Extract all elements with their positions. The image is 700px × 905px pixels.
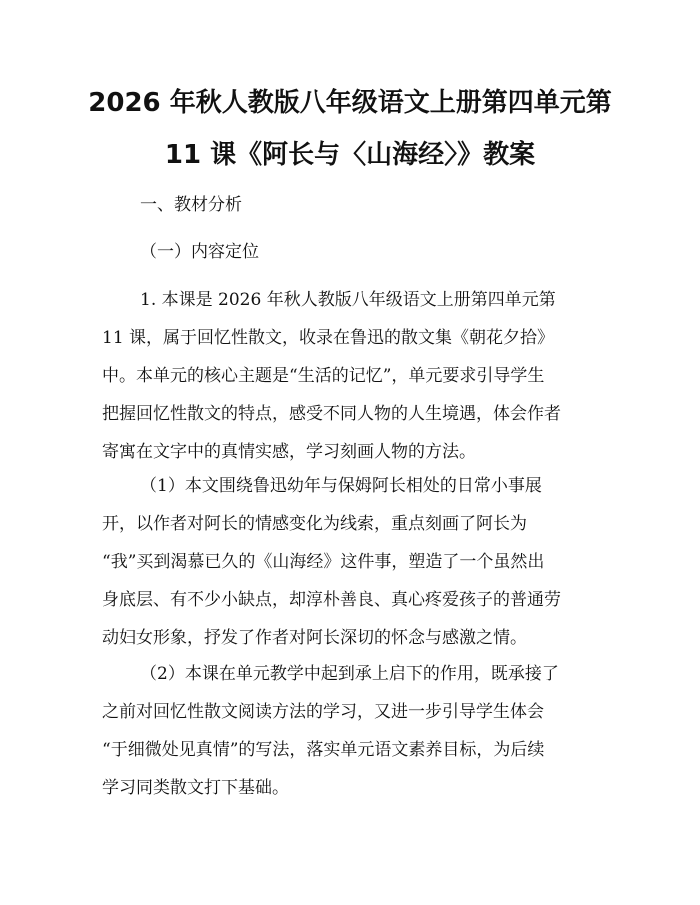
paragraph-1: [102, 281, 602, 471]
paragraph-line: “于细微处见真情”的写法，落实单元语文素养目标，为后续: [102, 740, 545, 760]
paragraph-line: 学习同类散文打下基础。: [102, 778, 289, 798]
paragraph-line: （2）本课在单元教学中起到承上启下的作用，既承接了: [140, 664, 559, 684]
paragraph-3: [102, 655, 602, 807]
subsection-heading: （一）内容定位: [140, 242, 259, 262]
paragraph-line: “我”买到渴慕已久的《山海经》这件事，塑造了一个虽然出: [102, 552, 545, 572]
paragraph-line: 动妇女形象，抒发了作者对阿长深切的怀念与感激之情。: [102, 628, 527, 648]
section-heading: 一、教材分析: [140, 195, 242, 215]
paragraph-line: 开，以作者对阿长的情感变化为线索，重点刻画了阿长为: [102, 514, 527, 534]
document-title-line-1: 2026 年秋人教版八年级语文上册第四单元第: [88, 88, 612, 118]
paragraph-2: [102, 467, 602, 657]
paragraph-line: 身底层、有不少小缺点，却淳朴善良、真心疼爱孩子的普通劳: [102, 590, 561, 610]
paragraph-line: 之前对回忆性散文阅读方法的学习，又进一步引导学生体会: [102, 702, 544, 722]
paragraph-line: （1）本文围绕鲁迅幼年与保姆阿长相处的日常小事展: [140, 476, 542, 496]
paragraph-line: 11 课，属于回忆性散文，收录在鲁迅的散文集《朝花夕拾》: [102, 328, 555, 348]
paragraph-line: 中。本单元的核心主题是“生活的记忆”，单元要求引导学生: [102, 366, 545, 386]
paragraph-line: 把握回忆性散文的特点，感受不同人物的人生境遇，体会作者: [102, 404, 561, 424]
paragraph-line: 寄寓在文字中的真情实感，学习刻画人物的方法。: [102, 442, 476, 462]
paragraph-line: 1. 本课是 2026 年秋人教版八年级语文上册第四单元第: [140, 290, 556, 310]
document-title-line-2: 11 课《阿长与〈山海经〉》教案: [164, 140, 536, 170]
